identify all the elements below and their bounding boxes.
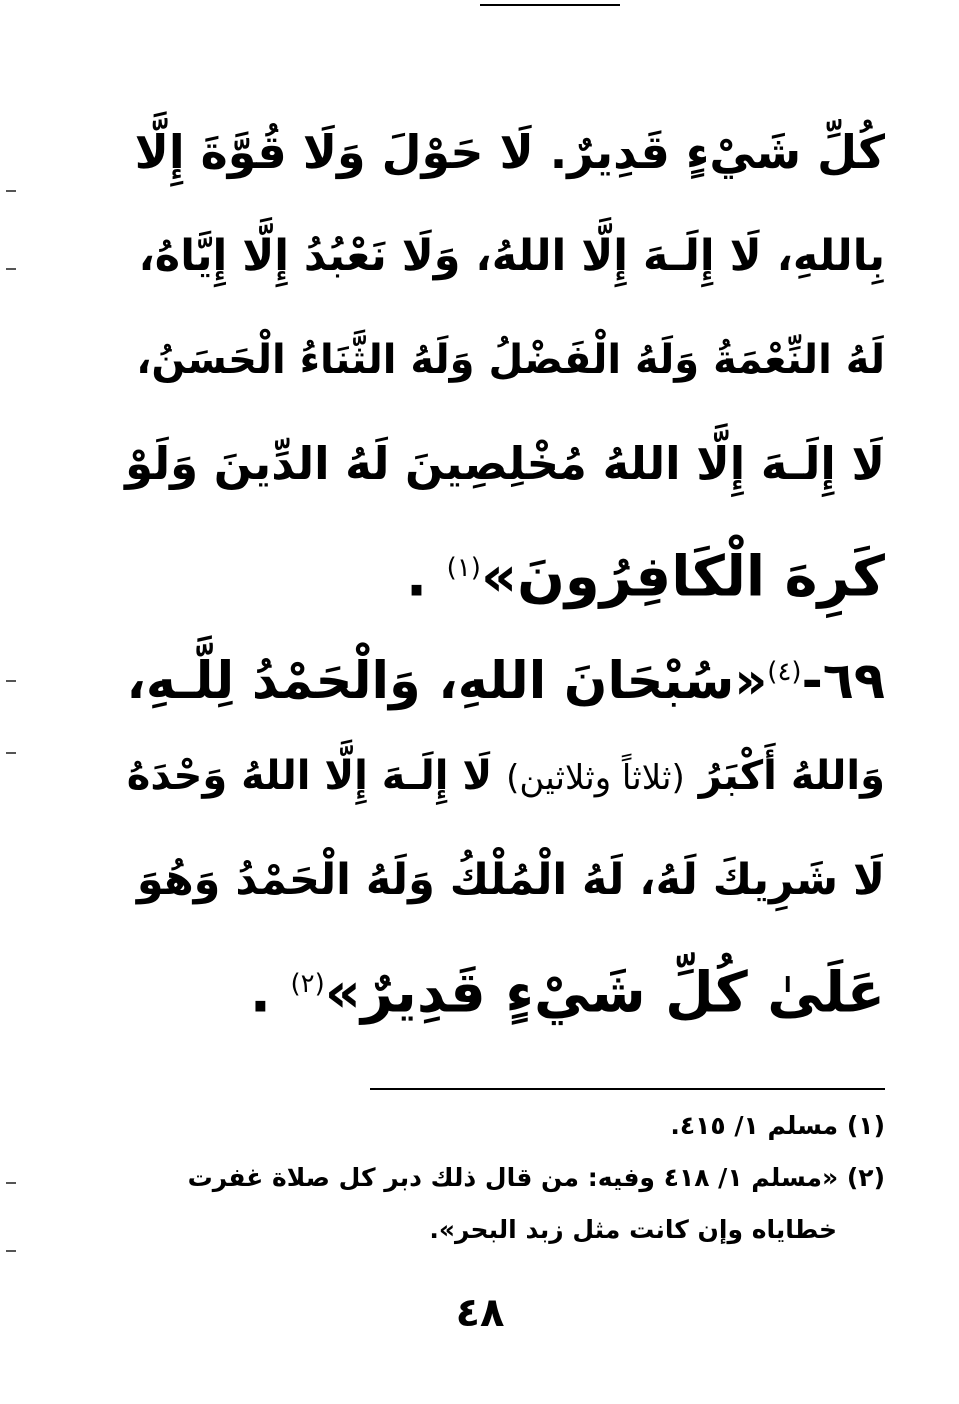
text-line-9 <box>125 932 885 1036</box>
text-line-5-end: . <box>405 544 428 610</box>
item-number: ٦٩- <box>801 652 885 711</box>
text-line-1: كُلِّ شَيْءٍ قَدِيرٌ. لَا حَوْلَ وَلَا قُوَّةَ إِلَّا <box>134 125 885 179</box>
item-text: «سُبْحَانَ اللهِ، وَالْحَمْدُ لِلَّـهِ، <box>126 652 768 711</box>
text-line-7 <box>125 724 885 828</box>
footnotes <box>125 1100 885 1256</box>
text-line-5-body: كَرِهَ الْكَافِرُونَ» <box>480 544 885 610</box>
text-line-9-body: عَلَىٰ كُلِّ شَيْءٍ قَدِيرٌ» <box>324 960 885 1026</box>
margin-mark <box>6 752 16 754</box>
footnote-1: (١) مسلم ١/ ٤١٥. <box>670 1111 885 1140</box>
margin-mark <box>6 1250 16 1252</box>
page-number: ٤٨ <box>455 1290 505 1336</box>
text-line-7-start: وَاللهُ أَكْبَرُ <box>698 753 885 799</box>
margin-mark <box>6 1182 16 1184</box>
text-line-9-end: . <box>249 960 271 1026</box>
repetition-note: (ثلاثاً وثلاثين) <box>506 758 685 798</box>
footnote-ref-2: (٢) <box>290 969 325 999</box>
top-rule <box>480 4 620 6</box>
footnote-ref-4: (٤) <box>767 657 802 687</box>
footnote-separator <box>370 1088 885 1090</box>
margin-mark <box>6 190 16 192</box>
dhikr-item-69 <box>125 620 885 724</box>
text-line-7-end: لَا إِلَـهَ إِلَّا اللهُ وَحْدَهُ <box>126 753 493 799</box>
main-text <box>125 100 885 1036</box>
text-line-8: لَا شَرِيكَ لَهُ، لَهُ الْمُلْكُ وَلَهُ الْحَمْدُ وَهُوَ <box>136 855 885 905</box>
footnote-2: (٢) «مسلم ١/ ٤١٨ وفيه: من قال ذلك دبر كل صلاة غفرت <box>187 1163 885 1192</box>
footnote-2-continued: خطاياه وإن كانت مثل زبد البحر». <box>429 1215 837 1244</box>
footnote-ref-1: (١) <box>446 553 481 583</box>
text-line-2: بِاللهِ، لَا إِلَـهَ إِلَّا اللهُ، وَلَا نَعْبُدُ إِلَّا إِيَّاهُ، <box>138 231 885 281</box>
margin-mark <box>6 268 16 270</box>
margin-mark <box>6 680 16 682</box>
text-line-5 <box>125 516 885 620</box>
text-line-4: لَا إِلَـهَ إِلَّا اللهُ مُخْلِصِينَ لَهُ الدِّينَ وَلَوْ <box>125 437 885 490</box>
text-line-3: لَهُ النِّعْمَةُ وَلَهُ الْفَضْلُ وَلَهُ الثَّنَاءُ الْحَسَنُ، <box>136 337 885 383</box>
